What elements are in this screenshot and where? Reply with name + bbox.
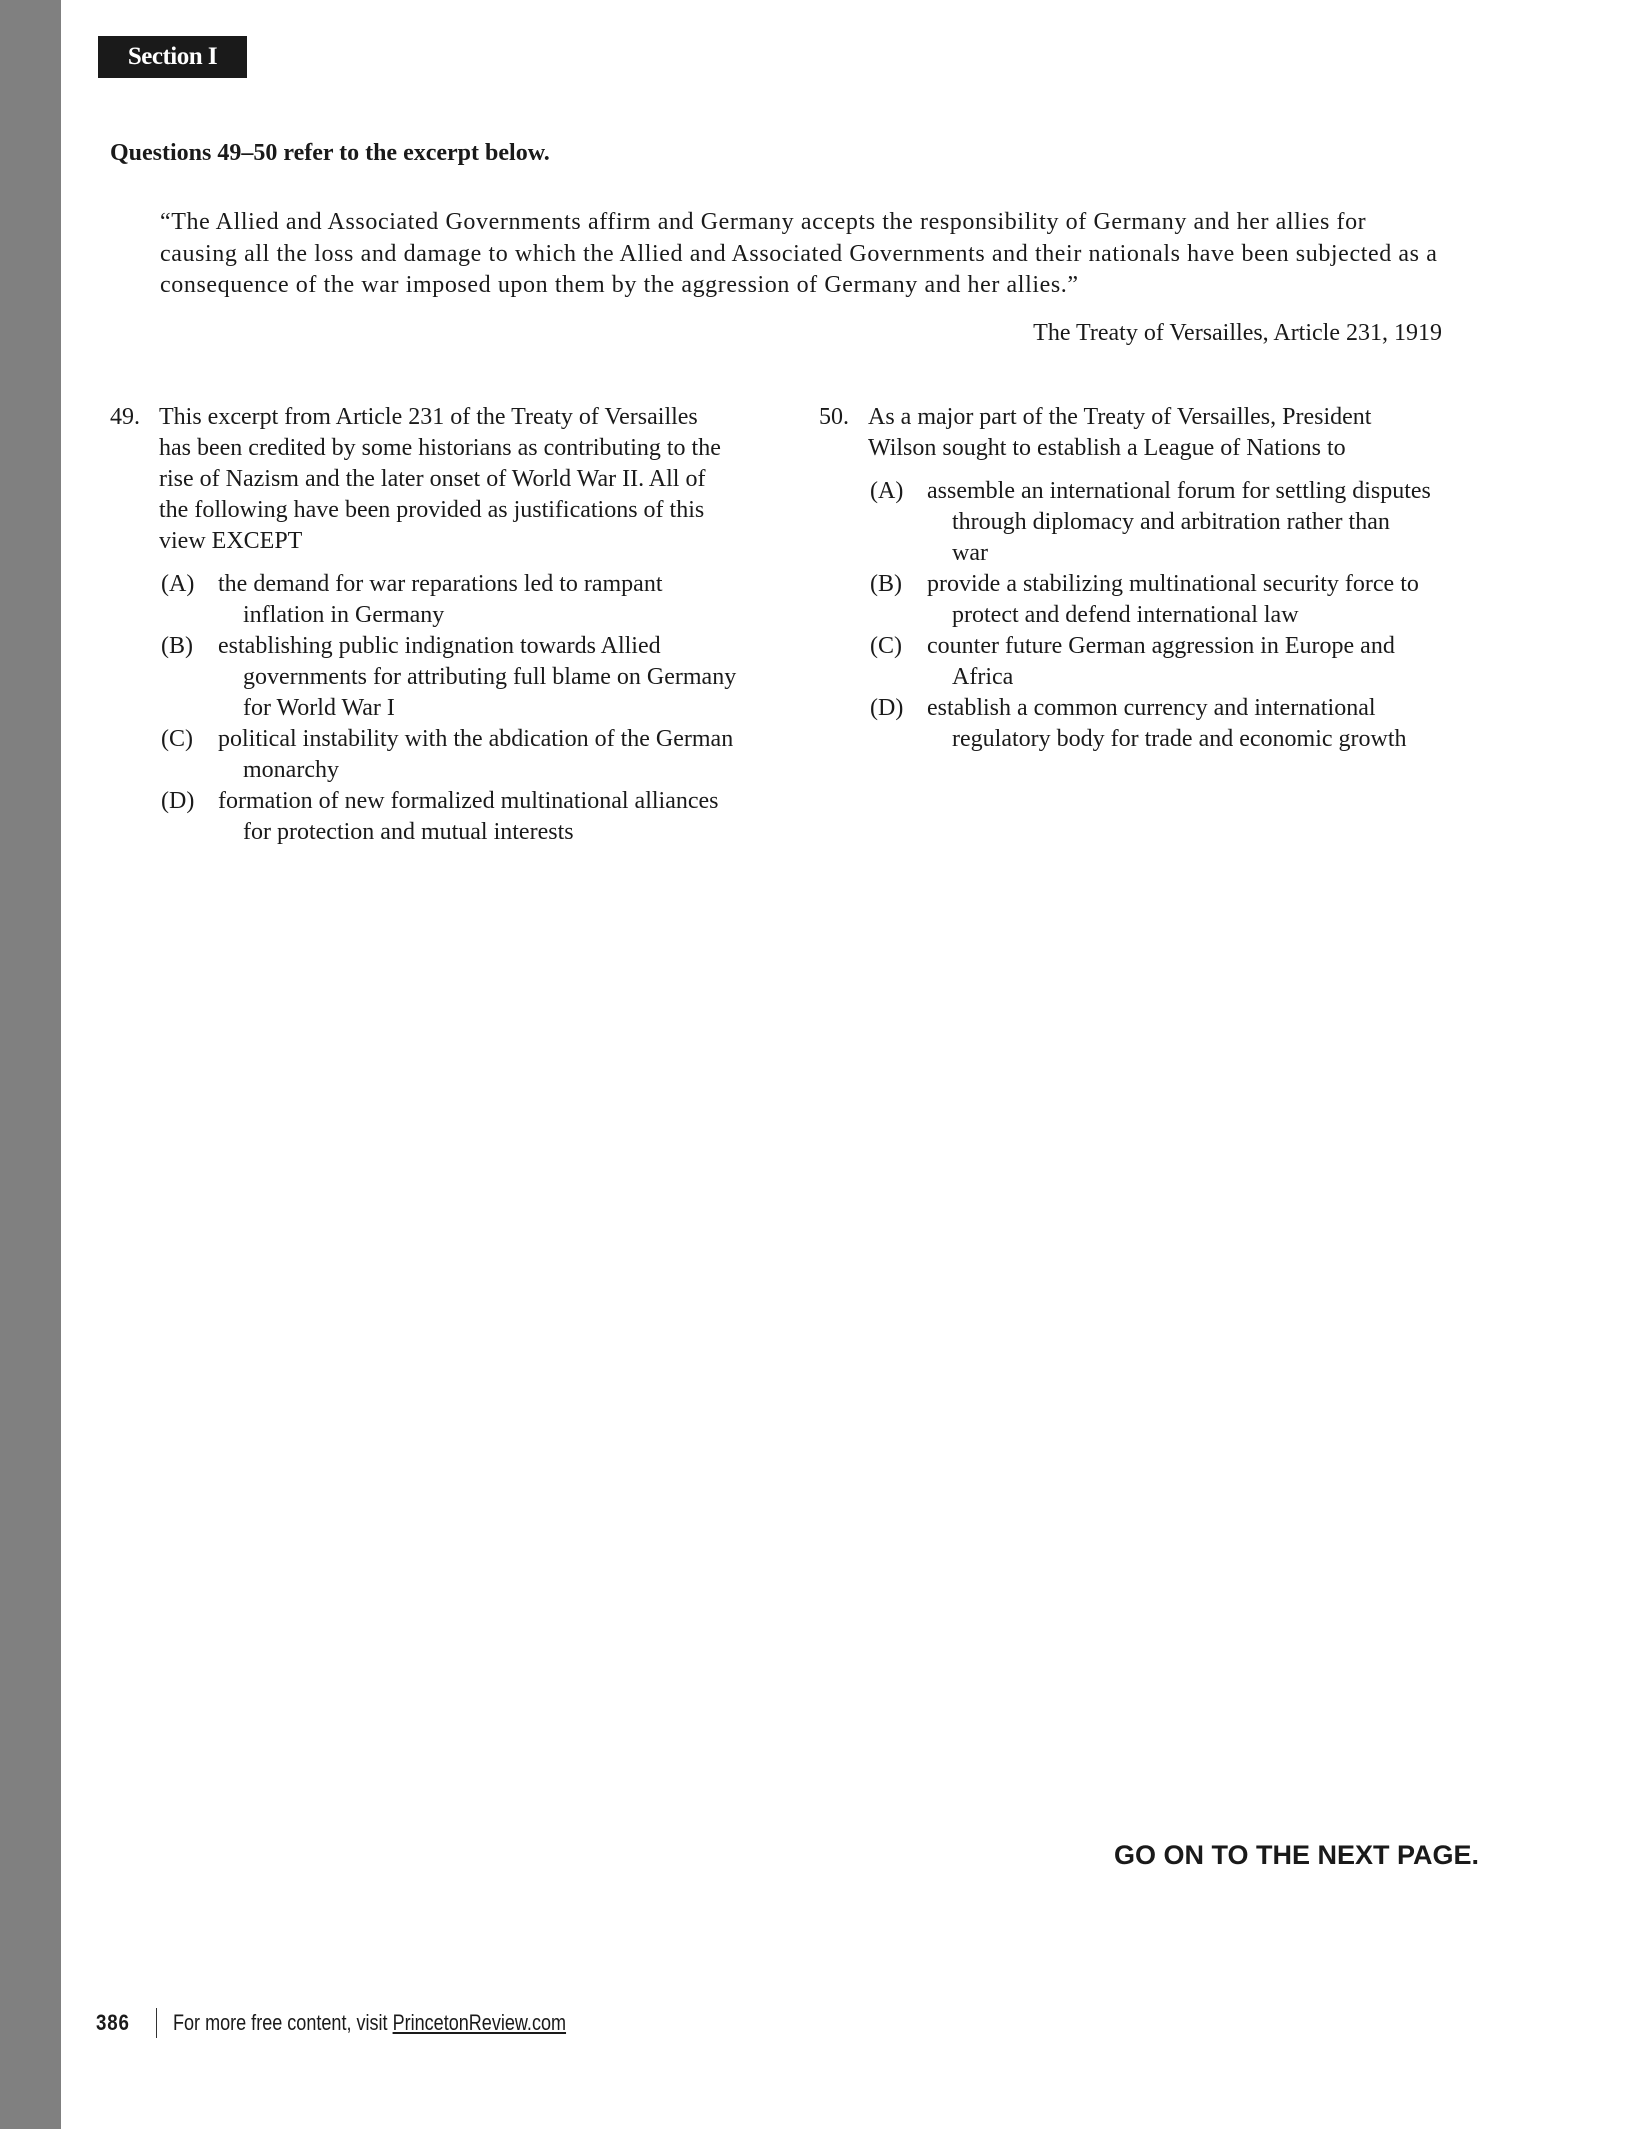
option-label: (D): [161, 788, 195, 814]
option-label: (A): [161, 571, 195, 597]
excerpt-attribution: The Treaty of Versailles, Article 231, 1919: [1033, 320, 1442, 346]
option-line: monarchy: [243, 757, 339, 783]
option-text: [218, 724, 733, 786]
question-number: 49.: [110, 404, 140, 430]
stem-line: As a major part of the Treaty of Versailles, President: [868, 404, 1372, 430]
excerpt-line: “The Allied and Associated Governments affirm and Germany accepts the responsibility of Germany and her allies for: [160, 209, 1367, 235]
excerpt-line: consequence of the war imposed upon them by the aggression of Germany and her allies.”: [160, 272, 1079, 298]
option-line: war: [952, 540, 988, 566]
page-edge-bar: [0, 0, 61, 2129]
stem-line: has been credited by some historians as contributing to the: [159, 435, 721, 461]
option-text: [927, 631, 1395, 693]
option-line: political instability with the abdication of the German: [218, 726, 734, 752]
option-text: [218, 631, 736, 724]
option-line: through diplomacy and arbitration rather than: [952, 509, 1390, 535]
option-label: (C): [870, 633, 902, 659]
stem-line: rise of Nazism and the later onset of World War II. All of: [159, 466, 706, 492]
excerpt: [160, 207, 1437, 302]
stem-line: This excerpt from Article 231 of the Treaty of Versailles: [159, 404, 698, 430]
question-stem: [868, 402, 1371, 464]
option-line: regulatory body for trade and economic growth: [952, 726, 1407, 752]
go-on-notice: GO ON TO THE NEXT PAGE.: [1113, 1840, 1479, 1870]
option-line: Africa: [952, 664, 1014, 690]
section-label: Section I: [98, 36, 247, 78]
option-line: establishing public indignation towards Allied: [218, 633, 661, 659]
excerpt-line: causing all the loss and damage to which the Allied and Associated Governments and their nationals have been subjected as a: [160, 240, 1438, 267]
option-line: for World War I: [243, 695, 395, 721]
question-number: 50.: [819, 404, 849, 430]
option-label: (B): [161, 633, 193, 659]
option-text: [218, 569, 663, 631]
option-label: (C): [161, 726, 193, 752]
footer-text: For more free content, visit: [172, 2010, 393, 2035]
option-line: for protection and mutual interests: [243, 819, 574, 845]
stem-line: Wilson sought to establish a League of Nations to: [868, 435, 1346, 461]
option-label: (D): [870, 695, 904, 721]
option-line: governments for attributing full blame on Germany: [243, 664, 737, 690]
princeton-review-link[interactable]: PrincetonReview.com: [392, 2010, 566, 2035]
option-text: [927, 569, 1419, 631]
option-line: establish a common currency and international: [927, 695, 1376, 721]
option-line: assemble an international forum for settling disputes: [927, 478, 1431, 504]
footer: [96, 2008, 652, 2038]
page-number: 386: [96, 2010, 130, 2035]
option-line: the demand for war reparations led to rampant: [218, 571, 663, 597]
option-line: provide a stabilizing multinational security force to: [927, 571, 1419, 597]
option-line: counter future German aggression in Europe and: [927, 633, 1395, 659]
option-text: [927, 476, 1431, 569]
option-text: [927, 693, 1407, 755]
stem-line: view EXCEPT: [159, 528, 303, 554]
option-label: (B): [870, 571, 902, 597]
footer-divider: [156, 2008, 157, 2038]
question-stem: [159, 402, 721, 557]
stem-line: the following have been provided as justifications of this: [159, 497, 705, 523]
questions-intro: Questions 49–50 refer to the excerpt below.: [110, 140, 550, 166]
option-line: protect and defend international law: [952, 602, 1299, 628]
option-line: inflation in Germany: [243, 602, 445, 628]
option-text: [218, 786, 719, 848]
option-label: (A): [870, 478, 904, 504]
option-line: formation of new formalized multinational alliances: [218, 788, 719, 814]
